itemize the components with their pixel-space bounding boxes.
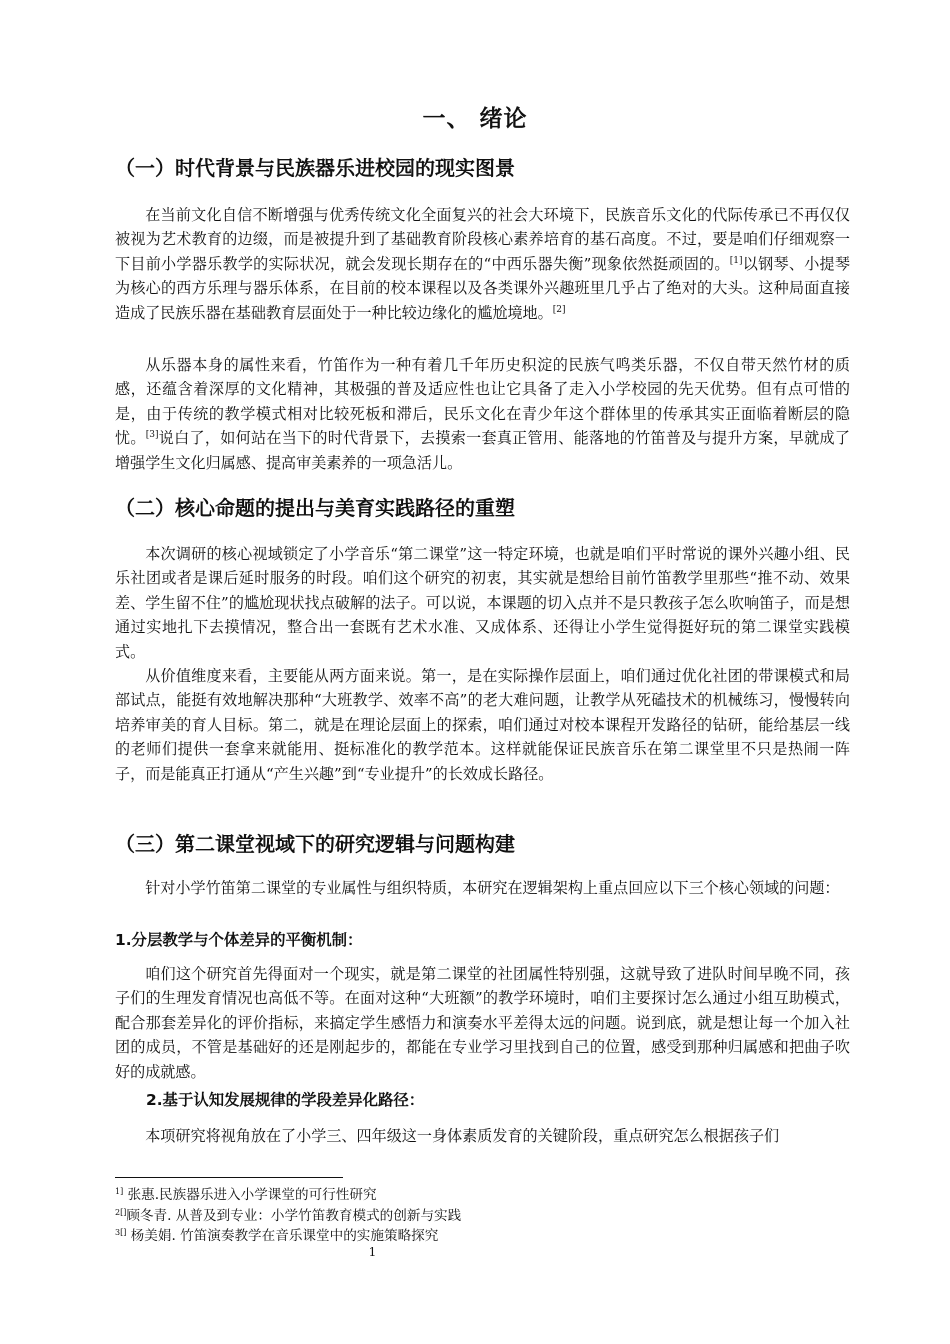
- subsection-1-paragraph: 咱们这个研究首先得面对一个现实，就是第二课堂的社团属性特别强，这就导致了进队时间早晚不同，孩子们的生理发育情况也高低不等。在面对这种“大班额”的教学环境时，咱们主要探讨怎么通过小组互助模式，配合那套差异化的评价指标，来搞定学生感悟力和演奏水平差得太远的问题。说到底，就是想让每一个加入社团的成员，不管是基础好的还是刚起步的，都能在专业学习里找到自己的位置，感受到那种归属感和把曲子吹好的成就感。: [115, 965, 850, 1081]
- chapter-title: 一、 绪论: [422, 106, 528, 132]
- page-number: 1: [368, 1245, 377, 1259]
- section-2-paragraph-2: 从价值维度来看，主要能从两方面来说。第一，是在实际操作层面上，咱们通过优化社团的带课模式和局部试点，能挺有效地解决那种“大班教学、效率不高”的老大难问题，让教学从死磕技术的机械练习，慢慢转向培养审美的育人目标。第二，就是在理论层面上的探索，咱们通过对校本课程开发路径的钻研，能给基层一线的老师们提供一套拿来就能用、挺标准化的教学范本。这样就能保证民族音乐在第二课堂里不只是热闹一阵子，而是能真正打通从“产生兴趣”到“专业提升”的长效成长路径。: [115, 667, 850, 783]
- footnote-3: $^{3[]}$ 杨美娟. 竹笛演奏教学在音乐课堂中的实施策略探究: [115, 1228, 439, 1244]
- subsection-2-title: 2.基于认知发展规律的学段差异化路径：: [146, 1091, 425, 1109]
- footnote-1: $^{1]}$ 张惠.民族器乐进入小学课堂的可行性研究: [115, 1187, 377, 1203]
- footnote-2: $^{2[]}$顾冬青. 从普及到专业：小学竹笛教育模式的创新与实践: [115, 1208, 462, 1224]
- section-3-paragraph-1: 针对小学竹笛第二课堂的专业属性与组织特质，本研究在逻辑架构上重点回应以下三个核心领域的问题：: [145, 879, 840, 897]
- section-3-title: （三）第二课堂视域下的研究逻辑与问题构建: [115, 832, 515, 856]
- footnote-separator: [115, 1177, 343, 1178]
- subsection-2-paragraph: 本项研究将视角放在了小学三、四年级这一身体素质发育的关键阶段，重点研究怎么根据孩子们: [145, 1127, 780, 1145]
- section-2-title: （二）核心命题的提出与美育实践路径的重塑: [115, 496, 515, 520]
- section-1-paragraph-1: 在当前文化自信不断增强与优秀传统文化全面复兴的社会大环境下，民族音乐文化的代际传承已不再仅仅被视为艺术教育的边缀，而是被提升到了基础教育阶段核心素养培育的基石高度。不过，要是咱们仔细观察一下目前小学器乐教学的实际状况，就会发现长期存在的“中西乐器失衡”现象依然挺顽固的。[1]以钢琴、小提琴为核心的西方乐理与器乐体系，在目前的校本课程以及各类课外兴趣班里几乎占了绝对的大头。这种局面直接造成了民族乐器在基础教育层面处于一种比较边缘化的尴尬境地。[2]: [115, 206, 850, 322]
- footnote-ref-2[interactable]: [2]: [552, 304, 566, 315]
- section-1-title: （一）时代背景与民族器乐进校园的现实图景: [115, 156, 515, 180]
- section-1-paragraph-2: 从乐器本身的属性来看，竹笛作为一种有着几千年历史积淀的民族气鸣类乐器，不仅自带天然竹材的质感，还蕴含着深厚的文化精神，其极强的普及适应性也让它具备了走入小学校园的先天优势。但有点可惜的是，由于传统的教学模式相对比较死板和滞后，民乐文化在青少年这个群体里的传承其实正面临着断层的隐忧。[3]说白了，如何站在当下的时代背景下，去摸索一套真正管用、能落地的竹笛普及与提升方案，早就成了增强学生文化归属感、提高审美素养的一项急活儿。: [115, 356, 850, 472]
- subsection-1-title: 1.分层教学与个体差异的平衡机制：: [115, 931, 363, 949]
- footnote-ref-3[interactable]: [3]: [145, 430, 159, 441]
- section-2-paragraph-1: 本次调研的核心视域锁定了小学音乐“第二课堂”这一特定环境，也就是咱们平时常说的课外兴趣小组、民乐社团或者是课后延时服务的时段。咱们这个研究的初衷，其实就是想给目前竹笛教学里那些“推不动、效果差、学生留不住”的尴尬现状找点破解的法子。可以说，本课题的切入点并不是只教孩子怎么吹响笛子，而是想通过实地扎下去摸情况，整合出一套既有艺术水准、又成体系、还得让小学生觉得挺好玩的第二课堂实践模式。: [115, 545, 850, 661]
- footnote-ref-1[interactable]: [1]: [729, 255, 743, 266]
